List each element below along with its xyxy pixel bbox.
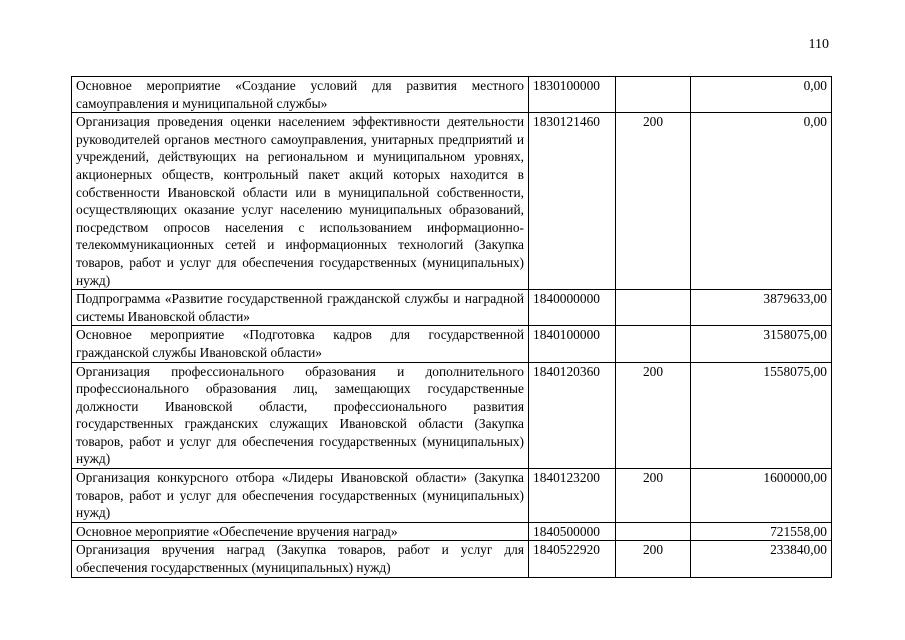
row-code-cell: 1840522920	[529, 541, 616, 577]
row-amount-cell: 233840,00	[691, 541, 832, 577]
row-type-cell: 200	[616, 113, 691, 290]
row-amount-cell: 0,00	[691, 113, 832, 290]
row-name-cell: Подпрограмма «Развитие государственной гражданской службы и наградной системы Ивановской области»	[72, 290, 529, 326]
row-amount-cell: 721558,00	[691, 522, 832, 541]
table-row	[72, 541, 832, 577]
row-name-cell: Организация профессионального образования и дополнительного профессионального образования лиц, замещающих государственные должности Ивановской области, профессионального развития государственных гражданских служащих Ивановской области (Закупка товаров, работ и услуг для обеспечения государственных (муниципальных) нужд)	[72, 362, 529, 469]
row-code-cell: 1840000000	[529, 290, 616, 326]
row-type-cell: 200	[616, 541, 691, 577]
table-row	[72, 326, 832, 362]
row-amount-cell: 3158075,00	[691, 326, 832, 362]
row-amount-cell: 1600000,00	[691, 469, 832, 523]
row-type-cell	[616, 290, 691, 326]
row-amount-cell: 3879633,00	[691, 290, 832, 326]
table-row	[72, 290, 832, 326]
row-type-cell: 200	[616, 469, 691, 523]
table-row	[72, 77, 832, 113]
page-number: 110	[808, 37, 829, 52]
row-name-cell: Основное мероприятие «Обеспечение вручения наград»	[72, 522, 529, 541]
row-code-cell: 1830121460	[529, 113, 616, 290]
row-code-cell: 1840123200	[529, 469, 616, 523]
table-row	[72, 362, 832, 469]
row-name-cell: Основное мероприятие «Подготовка кадров для государственной гражданской службы Ивановской области»	[72, 326, 529, 362]
row-amount-cell: 1558075,00	[691, 362, 832, 469]
table-row	[72, 522, 832, 541]
row-type-cell	[616, 77, 691, 113]
row-code-cell: 1840100000	[529, 326, 616, 362]
row-type-cell	[616, 522, 691, 541]
row-type-cell: 200	[616, 362, 691, 469]
row-code-cell: 1840120360	[529, 362, 616, 469]
row-code-cell: 1840500000	[529, 522, 616, 541]
budget-table	[71, 76, 832, 578]
row-name-cell: Основное мероприятие «Создание условий для развития местного самоуправления и муниципальной службы»	[72, 77, 529, 113]
row-type-cell	[616, 326, 691, 362]
table-row	[72, 113, 832, 290]
row-name-cell: Организация вручения наград (Закупка товаров, работ и услуг для обеспечения государственных (муниципальных) нужд)	[72, 541, 529, 577]
row-name-cell: Организация конкурсного отбора «Лидеры Ивановской области» (Закупка товаров, работ и услуг для обеспечения государственных (муниципальных) нужд)	[72, 469, 529, 523]
row-code-cell: 1830100000	[529, 77, 616, 113]
row-name-cell: Организация проведения оценки населением эффективности деятельности руководителей органов местного самоуправления, унитарных предприятий и учреждений, действующих на региональном и муниципальном уровнях, акционерных обществ, контрольный пакет акций которых находится в собственности Ивановской области или в муниципальной собственности, осуществляющих оказание услуг населению муниципальных образований, посредством опросов населения с использованием информационно-телекоммуникационных сетей и информационных технологий (Закупка товаров, работ и услуг для обеспечения государственных (муниципальных) нужд)	[72, 113, 529, 290]
table-row	[72, 469, 832, 523]
row-amount-cell: 0,00	[691, 77, 832, 113]
